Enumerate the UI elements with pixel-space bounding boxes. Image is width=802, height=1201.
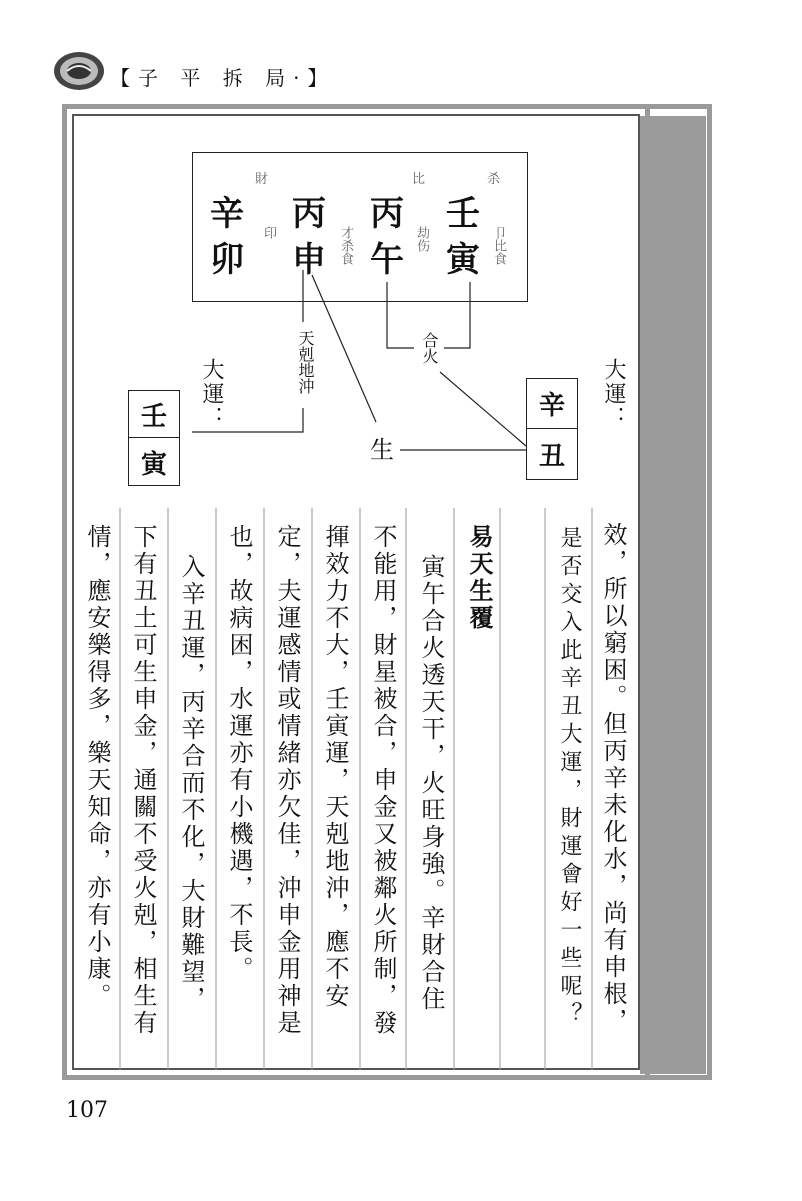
stem-4: 壬 — [446, 194, 480, 234]
branch-2: 申 — [292, 240, 326, 280]
text-column-1: 效，所以窮困。但丙辛未化水，尚有申根， — [599, 522, 627, 1035]
text-column-6: 揮效力不大，壬寅運，天剋地沖，應不安 — [321, 524, 349, 1010]
branch-1: 卯 — [210, 240, 244, 280]
text-column-2: 是否交入此辛丑大運，財運會好一些呢？ — [557, 526, 582, 1030]
text-column-4: 寅午合火透天干，火旺身強。辛財合住 — [417, 554, 445, 1013]
heke-label: 天剋地沖 — [296, 330, 315, 394]
stem-1: 辛 — [210, 194, 244, 234]
hidden-note-3: 劫伤 — [414, 226, 429, 252]
page-number: 107 — [66, 1098, 108, 1123]
yun-right-label: 大運： — [601, 358, 626, 430]
stem-3: 丙 — [370, 194, 404, 234]
stem-2: 丙 — [292, 194, 326, 234]
text-column-10: 下有丑土可生申金，通關不受火剋，相生有 — [129, 524, 157, 1037]
hidden-note-1: 印 — [261, 226, 276, 239]
text-column-9: 入辛丑運，丙辛合而不化，大財難望， — [177, 554, 205, 1013]
text-column-5: 不能用，財星被合，申金又被鄰火所制，發 — [369, 524, 397, 1037]
yun-right-stem: 辛 — [527, 379, 577, 429]
header-title: 【子 平 拆 局·】 — [110, 66, 336, 90]
text-column-11: 情，應安樂得多，樂天知命，亦有小康。 — [83, 524, 111, 1010]
sheng-label: 生 — [370, 436, 394, 464]
yun-left-label: 大運： — [199, 358, 224, 430]
text-column-8: 也，故病困，水運亦有小機遇，不長。 — [225, 524, 253, 983]
branch-4: 寅 — [446, 240, 480, 280]
section-heading: 易天生覆 — [465, 524, 493, 632]
text-column-7: 定，夫運感情或情緒亦欠佳，沖申金用神是 — [273, 524, 301, 1037]
yun-left-stem: 壬 — [129, 391, 179, 438]
hehuo-label: 合火 — [420, 332, 439, 364]
stem-god-4: 杀 — [487, 172, 501, 187]
hidden-note-2: 才杀食 — [338, 226, 353, 265]
branch-3: 午 — [370, 240, 404, 280]
yun-right-branch: 丑 — [538, 442, 565, 472]
yun-left-branch: 寅 — [140, 449, 167, 480]
stem-god-3: 比 — [412, 172, 426, 187]
stem-god-1: 財 — [255, 172, 269, 187]
hidden-note-4: 卩比食 — [491, 226, 506, 265]
